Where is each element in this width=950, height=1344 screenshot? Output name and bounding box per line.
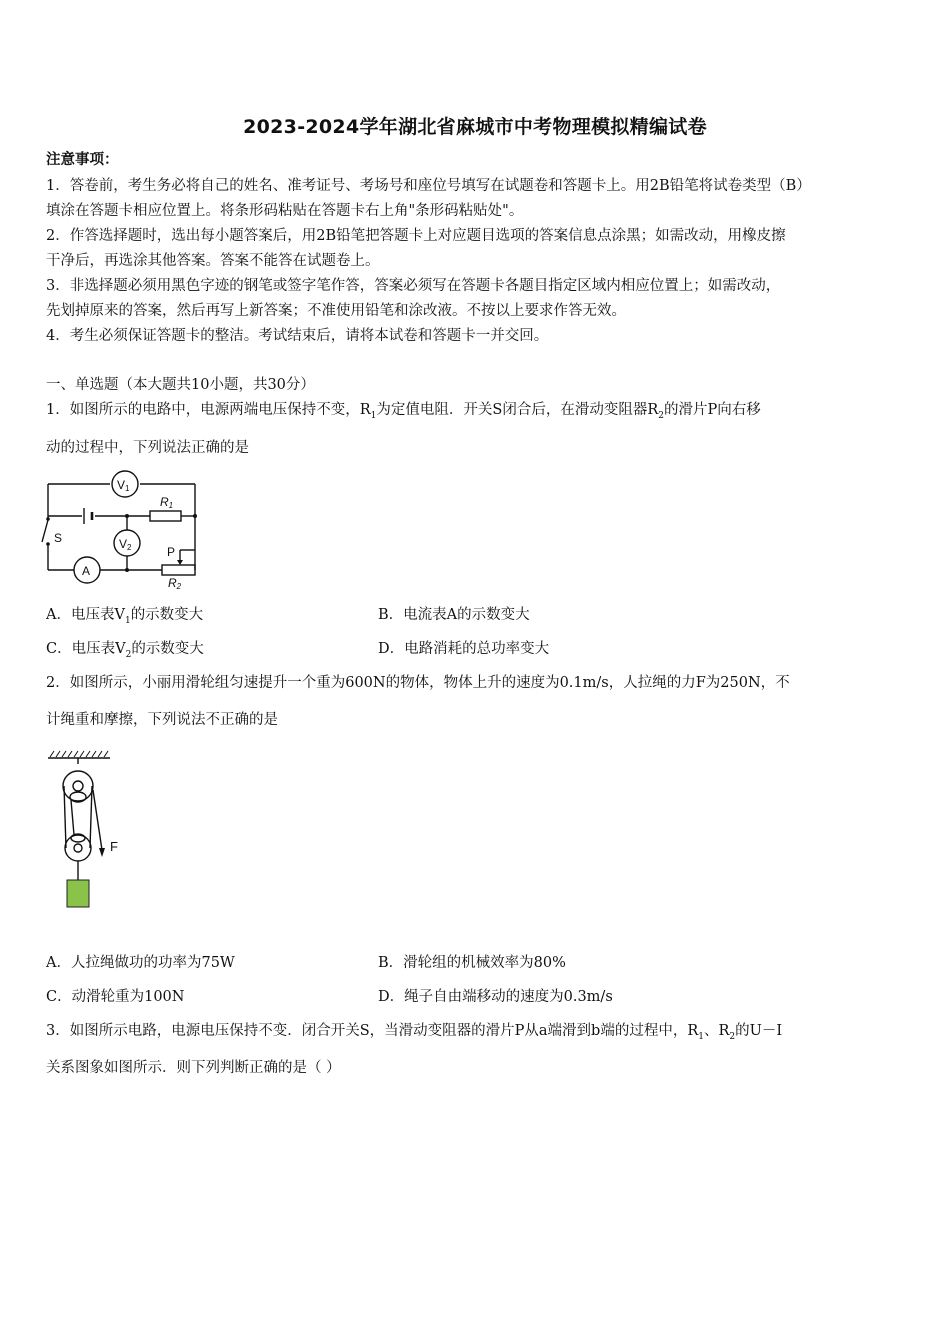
notice-heading: 注意事项： xyxy=(46,151,119,168)
circuit-diagram xyxy=(40,470,205,592)
q1-option-b: B．电流表A的示数变大 xyxy=(378,607,530,623)
question-1-line1: 1．如图所示的电路中，电源两端电压保持不变，$R_1$为定值电阻．开关S闭合后，在滑动变阻器$R_2$的滑片P向右移 xyxy=(46,402,761,421)
svg-text:A: A xyxy=(82,564,91,578)
notice-line: 1．答卷前，考生务必将自己的姓名、准考证号、考场号和座位号填写在试题卷和答题卡上。用2B铅笔将试卷类型（B） xyxy=(46,178,811,194)
svg-text:V2: V2 xyxy=(119,537,132,552)
question-3-line2: 关系图象如图所示．则下列判断正确的是（ ） xyxy=(46,1060,341,1076)
question-2-line1: 2．如图所示，小丽用滑轮组匀速提升一个重为600N的物体，物体上升的速度为0.1m/s，人拉绳的力F为250N，不 xyxy=(46,675,790,691)
q2-option-b: B．滑轮组的机械效率为80% xyxy=(378,955,566,971)
q2-option-a: A．人拉绳做功的功率为75W xyxy=(46,955,235,971)
notice-line: 2．作答选择题时，选出每小题答案后，用2B铅笔把答题卡上对应题目选项的答案信息点涂黑；如需改动，用橡皮擦 xyxy=(46,228,786,244)
q1-option-d: D．电路消耗的总功率变大 xyxy=(378,641,550,657)
q2-option-d: D．绳子自由端移动的速度为0.3m/s xyxy=(378,989,613,1005)
notice-line: 干净后，再选涂其他答案。答案不能答在试题卷上。 xyxy=(46,253,380,269)
notice-line: 填涂在答题卡相应位置上。将条形码粘贴在答题卡右上角"条形码粘贴处"。 xyxy=(46,203,524,219)
page-title: 2023-2024学年湖北省麻城市中考物理模拟精编试卷 xyxy=(243,116,707,138)
notice-line: 3．非选择题必须用黑色字迹的钢笔或签字笔作答，答案必须写在答题卡各题目指定区域内相应位置上；如需改动， xyxy=(46,278,781,294)
q2-option-c: C．动滑轮重为100N xyxy=(46,989,185,1005)
q1-option-a: A．电压表$V_1$的示数变大 xyxy=(46,607,204,626)
notice-line: 先划掉原来的答案，然后再写上新答案；不准使用铅笔和涂改液。不按以上要求作答无效。 xyxy=(46,303,626,319)
svg-text:S: S xyxy=(54,531,63,545)
question-1-line2: 动的过程中，下列说法正确的是 xyxy=(46,440,249,456)
svg-text:R1: R1 xyxy=(160,495,174,510)
question-3-line1: 3．如图所示电路，电源电压保持不变．闭合开关S，当滑动变阻器的滑片P从a端滑到b端的过程中，$R_1$、$R_2$的U－I xyxy=(46,1023,783,1042)
q1-option-c: C．电压表$V_2$的示数变大 xyxy=(46,641,204,660)
pulley-diagram xyxy=(44,750,134,915)
notice-line: 4．考生必须保证答题卡的整洁。考试结束后，请将本试卷和答题卡一并交回。 xyxy=(46,328,549,344)
force-label: F xyxy=(110,839,118,854)
svg-text:R2: R2 xyxy=(168,576,182,591)
svg-text:V1: V1 xyxy=(117,478,130,493)
svg-text:P: P xyxy=(167,545,176,559)
section-heading: 一、单选题（本大题共10小题，共30分） xyxy=(46,377,315,393)
question-2-line2: 计绳重和摩擦，下列说法不正确的是 xyxy=(46,712,278,728)
